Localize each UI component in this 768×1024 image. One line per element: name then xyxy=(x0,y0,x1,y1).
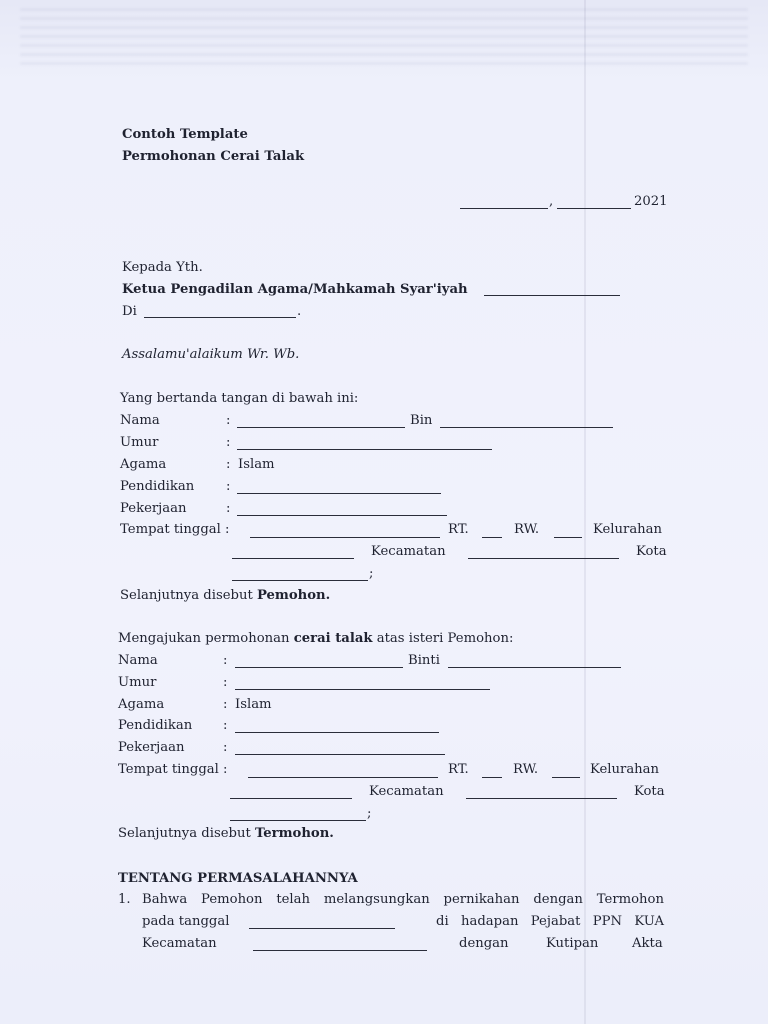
item-1-pada-tanggal: pada tanggal xyxy=(142,914,230,929)
termohon-kelurahan-blank[interactable] xyxy=(230,798,352,799)
termohon-kota-label: Kota xyxy=(634,784,665,799)
intro-text: Yang bertanda tangan di bawah ini: xyxy=(120,391,359,406)
termohon-kelurahan-label: Kelurahan xyxy=(590,762,660,777)
termohon-pendidikan-blank[interactable] xyxy=(235,732,439,733)
termohon-outro xyxy=(118,826,334,842)
colon: : xyxy=(223,675,228,690)
termohon-rw-label: RW. xyxy=(513,762,539,777)
colon: : xyxy=(223,718,228,733)
termohon-binti-blank[interactable] xyxy=(448,667,621,668)
pemohon-outro xyxy=(120,588,330,604)
pemohon-bin-label: Bin xyxy=(410,413,433,428)
address-recipient: Ketua Pengadilan Agama/Mahkamah Syar'iyah xyxy=(122,282,468,297)
pemohon-kecamatan-label: Kecamatan xyxy=(371,544,446,559)
termohon-kota-blank[interactable] xyxy=(230,820,366,821)
section-title: TENTANG PERMASALAHANNYA xyxy=(118,871,358,886)
tanggal-nikah-blank[interactable] xyxy=(249,928,395,929)
pemohon-rt-blank[interactable] xyxy=(482,537,502,538)
heading-line-1: Contoh Template xyxy=(122,127,248,142)
address-di-blank[interactable] xyxy=(144,317,296,318)
termohon-kecamatan-label: Kecamatan xyxy=(369,784,444,799)
address-period: . xyxy=(297,304,302,319)
termohon-binti-label: Binti xyxy=(408,653,440,668)
date-comma: , xyxy=(549,194,554,209)
termohon-intro xyxy=(118,631,513,647)
pemohon-pekerjaan-label: Pekerjaan xyxy=(120,501,187,516)
pemohon-umur-blank[interactable] xyxy=(237,449,492,450)
termohon-agama-value: Islam xyxy=(235,697,272,712)
termohon-alamat-blank[interactable] xyxy=(248,777,438,778)
address-di: Di xyxy=(122,304,137,319)
recipient-city-blank[interactable] xyxy=(484,295,620,296)
kecamatan-kua-blank[interactable] xyxy=(253,950,427,951)
outro-prefix: Selanjutnya disebut xyxy=(118,826,255,841)
heading-line-2: Permohonan Cerai Talak xyxy=(122,149,305,164)
pemohon-rw-label: RW. xyxy=(514,522,540,537)
colon: : xyxy=(223,653,228,668)
pemohon-rt-label: RT. xyxy=(448,522,469,537)
termohon-intro-suffix: atas isteri Pemohon: xyxy=(372,631,514,646)
termohon-tempat-label: Tempat tinggal : xyxy=(118,762,228,777)
item-1-kecamatan: Kecamatan xyxy=(142,936,217,951)
item-1-kutipan: Kutipan xyxy=(546,936,599,951)
colon: : xyxy=(226,435,231,450)
pemohon-kota-blank[interactable] xyxy=(232,580,368,581)
colon: : xyxy=(223,697,228,712)
termohon-nama-blank[interactable] xyxy=(235,667,403,668)
termohon-umur-label: Umur xyxy=(118,675,157,690)
pemohon-pekerjaan-blank[interactable] xyxy=(237,515,447,516)
colon: : xyxy=(226,457,231,472)
termohon-pendidikan-label: Pendidikan xyxy=(118,718,193,733)
termohon-umur-blank[interactable] xyxy=(235,689,490,690)
colon: : xyxy=(226,501,231,516)
greeting: Assalamu'alaikum Wr. Wb. xyxy=(122,347,300,362)
outro-bold: Pemohon. xyxy=(256,588,331,603)
item-1-akta: Akta xyxy=(632,936,663,951)
pemohon-kelurahan-blank[interactable] xyxy=(232,558,354,559)
outro-bold: Termohon. xyxy=(254,826,334,841)
pemohon-rw-blank[interactable] xyxy=(554,537,582,538)
pemohon-kota-label: Kota xyxy=(636,544,667,559)
pemohon-nama-label: Nama xyxy=(120,413,160,428)
pemohon-pendidikan-label: Pendidikan xyxy=(120,479,195,494)
item-1-number: 1. xyxy=(118,892,131,907)
termohon-kecamatan-blank[interactable] xyxy=(466,798,617,799)
pemohon-tempat-label: Tempat tinggal : xyxy=(120,522,230,537)
date-place-blank[interactable] xyxy=(460,208,548,209)
pemohon-umur-label: Umur xyxy=(120,435,159,450)
item-1-line-1: Bahwa Pemohon telah melangsungkan pernikahan dengan Termohon xyxy=(142,892,664,907)
termohon-nama-label: Nama xyxy=(118,653,158,668)
outro-prefix: Selanjutnya disebut xyxy=(120,588,257,603)
pemohon-nama-blank[interactable] xyxy=(237,427,405,428)
pemohon-pendidikan-blank[interactable] xyxy=(237,493,441,494)
pemohon-agama-value: Islam xyxy=(238,457,275,472)
item-1-pejabat: di hadapan Pejabat PPN KUA xyxy=(436,914,664,929)
pemohon-bin-blank[interactable] xyxy=(440,427,613,428)
date-year: 2021 xyxy=(634,194,668,209)
colon: : xyxy=(226,413,231,428)
termohon-agama-label: Agama xyxy=(118,697,165,712)
pemohon-agama-label: Agama xyxy=(120,457,167,472)
pemohon-alamat-blank[interactable] xyxy=(250,537,440,538)
pemohon-kecamatan-blank[interactable] xyxy=(468,558,619,559)
termohon-pekerjaan-blank[interactable] xyxy=(235,754,445,755)
termohon-intro-prefix: Mengajukan permohonan xyxy=(118,631,294,646)
pemohon-kelurahan-label: Kelurahan xyxy=(593,522,663,537)
termohon-rw-blank[interactable] xyxy=(552,777,580,778)
item-1-dengan: dengan xyxy=(459,936,509,951)
termohon-pekerjaan-label: Pekerjaan xyxy=(118,740,185,755)
termohon-intro-bold: cerai talak xyxy=(293,631,373,646)
semicolon: ; xyxy=(367,806,372,821)
address-to: Kepada Yth. xyxy=(122,260,203,275)
colon: : xyxy=(223,740,228,755)
semicolon: ; xyxy=(369,566,374,581)
colon: : xyxy=(226,479,231,494)
date-day-blank[interactable] xyxy=(557,208,631,209)
termohon-rt-blank[interactable] xyxy=(482,777,502,778)
termohon-rt-label: RT. xyxy=(448,762,469,777)
